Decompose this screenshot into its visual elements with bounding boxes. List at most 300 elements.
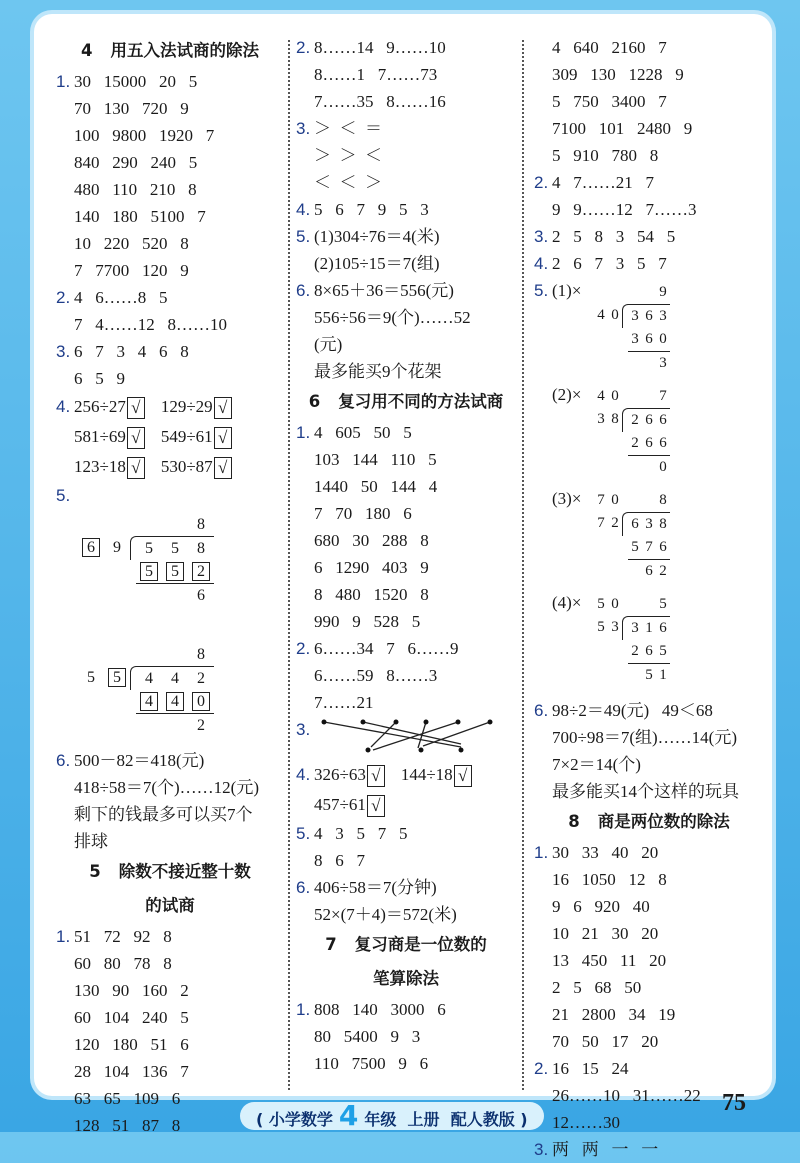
remainder-digit: 0	[659, 459, 667, 475]
answer-line	[534, 778, 764, 805]
answer-text: 406÷58＝7(分钟)	[314, 878, 437, 897]
estimate	[608, 385, 622, 408]
dividend	[188, 536, 214, 560]
divisor	[594, 616, 608, 639]
answer-text: 2 5 68 50	[552, 978, 642, 997]
answer-text: ＞ ＜ ＝	[314, 119, 382, 138]
answer-column-3	[534, 34, 764, 1163]
answer-text: 8……1 7……73	[314, 65, 438, 84]
estimate	[608, 489, 622, 512]
dividend-digit: 6	[631, 516, 639, 532]
dividend-digit: 8	[659, 516, 667, 532]
dividend	[642, 408, 656, 432]
product-digit: 2	[631, 643, 639, 659]
divisor-digit: 8	[611, 411, 619, 427]
answer-text: 排球	[74, 832, 108, 851]
expression: 549÷61	[160, 427, 213, 446]
remainder-digit: 6	[645, 563, 653, 579]
product-digit: 5	[659, 643, 667, 659]
matching-dot	[424, 720, 429, 725]
remainder	[642, 560, 656, 583]
section-heading	[534, 805, 764, 839]
remainder	[656, 352, 670, 375]
dividend	[136, 666, 162, 690]
estimate	[78, 643, 104, 666]
answer-text: 60 80 78 8	[74, 954, 172, 973]
dividend	[656, 408, 670, 432]
section-title: 笔算除法	[373, 969, 439, 988]
division-grid	[78, 643, 214, 737]
matching-lines-figure	[318, 716, 498, 756]
answer-text: 4 605 50 5	[314, 423, 412, 442]
remainder	[136, 584, 162, 607]
section-title: 用五入法试商的除法	[110, 41, 259, 60]
divisor	[104, 666, 130, 689]
answer-text: 80 5400 9 3	[314, 1027, 421, 1046]
answer-line	[296, 635, 516, 662]
answer-text: 6……59 8……3	[314, 666, 438, 685]
answer-line	[534, 893, 764, 920]
division-grid	[78, 513, 214, 607]
long-division	[534, 385, 764, 479]
remainder-digit: 1	[659, 667, 667, 683]
quotient-digit: 9	[659, 284, 667, 300]
answer-text: 5 910 780 8	[552, 146, 659, 165]
quotient-digit: 7	[659, 388, 667, 404]
answer-text: 13 450 11 20	[552, 951, 667, 970]
division-label	[534, 281, 594, 375]
remainder	[642, 456, 656, 479]
answer-text: 8×65＋36＝556(元)	[314, 281, 454, 300]
answer-line	[56, 338, 284, 365]
long-division	[56, 513, 284, 607]
section-heading	[296, 962, 516, 996]
divisor-digit: 0	[611, 307, 619, 323]
answer-text: 4 3 5 7 5	[314, 824, 408, 843]
answer-line	[56, 828, 284, 855]
quotient	[656, 385, 670, 408]
answer-text: 418÷58＝7(个)……12(元)	[74, 778, 259, 797]
question-number: 3.	[296, 119, 311, 138]
answer-line	[296, 820, 516, 847]
division-label	[534, 489, 594, 583]
quotient-digit: 8	[659, 492, 667, 508]
answer-line	[534, 751, 764, 778]
division-grid	[594, 489, 670, 583]
answer-line	[56, 311, 284, 338]
remainder-digit: 3	[659, 355, 667, 371]
dividend	[628, 616, 642, 640]
remainder-digit: 6	[197, 587, 205, 604]
quotient	[628, 385, 642, 408]
answer-line	[296, 331, 516, 358]
estimate-digit: 7	[597, 492, 605, 508]
dividend	[642, 304, 656, 328]
quotient-digit: 8	[197, 646, 205, 663]
question-number: 3.	[296, 720, 311, 739]
answer-line	[296, 608, 516, 635]
answer-line	[296, 473, 516, 500]
product	[628, 640, 642, 664]
divisor	[104, 536, 130, 559]
answer-text: (1)304÷76＝4(米)	[314, 227, 440, 246]
question-number: 5.	[296, 824, 311, 843]
dividend	[656, 304, 670, 328]
answer-line	[56, 122, 284, 149]
answer-text: 4 7……21 7	[552, 173, 654, 192]
page-number: 75	[722, 1090, 746, 1116]
answer-line	[296, 1050, 516, 1077]
estimate-digit: 5	[597, 596, 605, 612]
quotient	[162, 643, 188, 666]
remainder	[628, 560, 642, 583]
dividend	[162, 666, 188, 690]
matching-answer	[296, 716, 516, 760]
division-mark: (4)×	[552, 593, 582, 612]
question-number: 6.	[296, 281, 311, 300]
answer-text: 808 140 3000 6	[314, 1000, 446, 1019]
product-digit: 4	[166, 692, 184, 711]
divisor	[78, 536, 104, 559]
question-number: 2.	[534, 1059, 549, 1078]
divisor	[594, 408, 608, 431]
section-heading	[296, 385, 516, 419]
answer-line	[296, 446, 516, 473]
answer-text: 最多能买14个这样的玩具	[552, 782, 739, 801]
question-number: 6.	[296, 878, 311, 897]
answer-text: 60 104 240 5	[74, 1008, 189, 1027]
answer-line	[56, 950, 284, 977]
answer-text: 28 104 136 7	[74, 1062, 189, 1081]
answer-text: 26……10 31……22	[552, 1086, 701, 1105]
answer-line	[296, 142, 516, 169]
divisor	[608, 408, 622, 431]
estimate	[104, 643, 130, 666]
product-digit: 6	[645, 643, 653, 659]
answer-line	[56, 149, 284, 176]
product-digit: 6	[645, 331, 653, 347]
answer-text: 9 6 920 40	[552, 897, 650, 916]
quotient	[642, 385, 656, 408]
answer-text: 680 30 288 8	[314, 531, 429, 550]
answer-line	[296, 250, 516, 277]
answer-column-2	[296, 34, 516, 1077]
section-title: 复习商是一位数的	[354, 935, 487, 954]
expression: 530÷87	[160, 457, 213, 476]
product	[136, 690, 162, 714]
quotient	[188, 643, 214, 666]
product	[642, 536, 656, 560]
answer-column-1	[56, 34, 284, 1139]
answer-line	[56, 1058, 284, 1085]
answer-text: 130 90 160 2	[74, 981, 189, 1000]
answer-line	[534, 839, 764, 866]
checkmark-box: √	[214, 397, 232, 419]
division-mark: (3)×	[552, 489, 582, 508]
divisor-digit: 9	[113, 539, 121, 556]
answer-line	[296, 874, 516, 901]
footer-grade-number: 4	[338, 1099, 359, 1132]
quotient	[628, 489, 642, 512]
answer-text: 128 51 87 8	[74, 1116, 181, 1135]
product	[656, 536, 670, 560]
quotient-digit: 5	[659, 596, 667, 612]
quotient	[642, 593, 656, 616]
answer-text: 8……14 9……10	[314, 38, 446, 57]
answer-text: 9 9……12 7……3	[552, 200, 697, 219]
question-number: 4.	[296, 765, 311, 784]
remainder	[628, 664, 642, 687]
product	[656, 328, 670, 352]
matching-dot	[361, 720, 366, 725]
long-division	[56, 643, 284, 737]
answer-text: 6 5 9	[74, 369, 125, 388]
estimate	[78, 513, 104, 536]
answer-line	[534, 1001, 764, 1028]
question-number: 2.	[56, 288, 71, 307]
question-number: 6.	[56, 751, 71, 770]
answer-text: 51 72 92 8	[74, 927, 172, 946]
division-label	[534, 385, 594, 479]
section-heading	[56, 34, 284, 68]
answer-text: ＜ ＜ ＞	[314, 173, 382, 192]
answer-text: 500－82＝418(元)	[74, 751, 205, 770]
answer-text: 30 15000 20 5	[74, 72, 198, 91]
footer-grade: 年级	[364, 1110, 397, 1129]
checkmark-box: √	[127, 397, 145, 419]
answer-line	[296, 88, 516, 115]
answer-line	[56, 257, 284, 284]
quotient	[628, 281, 642, 304]
divisor-digit: 3	[597, 411, 605, 427]
dividend-digit: 3	[659, 308, 667, 324]
checkmark-box: √	[367, 795, 385, 817]
footer-edition: 配人教版	[450, 1110, 515, 1129]
answer-line	[534, 947, 764, 974]
answer-text: 7×2＝14(个)	[552, 755, 641, 774]
dividend	[628, 512, 642, 536]
matching-line	[373, 722, 458, 750]
dividend-digit: 3	[631, 308, 639, 324]
product	[162, 690, 188, 714]
divisor	[608, 304, 622, 327]
dividend-digit: 6	[659, 620, 667, 636]
long-division	[534, 489, 764, 583]
checkmark-box: √	[454, 765, 472, 787]
division-grid	[594, 385, 670, 479]
divisor-digit: 3	[611, 619, 619, 635]
section-title: 复习用不同的方法试商	[338, 392, 504, 411]
matching-dot	[394, 720, 399, 725]
product-digit: 2	[631, 435, 639, 451]
section-heading	[296, 928, 516, 962]
answer-text: 6……34 7 6……9	[314, 639, 459, 658]
dividend	[656, 512, 670, 536]
checkmark-box: √	[367, 765, 385, 787]
division-label	[534, 593, 594, 687]
answer-line	[534, 1055, 764, 1082]
answer-text: 7100 101 2480 9	[552, 119, 693, 138]
matching-dot	[419, 748, 424, 753]
answer-line	[296, 500, 516, 527]
remainder	[656, 456, 670, 479]
dividend-digit: 1	[645, 620, 653, 636]
section-number: 6	[308, 392, 321, 411]
answer-line	[296, 689, 516, 716]
divisor-digit: 7	[597, 515, 605, 531]
product	[642, 640, 656, 664]
expression: 457÷61	[314, 795, 366, 814]
answer-line	[56, 203, 284, 230]
answer-line	[296, 277, 516, 304]
answer-text: 7……35 8……16	[314, 92, 446, 111]
spacer	[56, 617, 284, 639]
product	[642, 328, 656, 352]
product-digit: 3	[631, 331, 639, 347]
answer-text: 21 2800 34 19	[552, 1005, 676, 1024]
divisor	[608, 512, 622, 535]
answer-text: 2 6 7 3 5 7	[552, 254, 667, 273]
dividend	[628, 304, 642, 328]
answer-text: 最多能买9个花架	[314, 362, 442, 381]
product-digit: 7	[645, 539, 653, 555]
answer-text: 4 6……8 5	[74, 288, 168, 307]
answer-text: 10 21 30 20	[552, 924, 659, 943]
remainder	[628, 456, 642, 479]
answer-line	[296, 115, 516, 142]
division-label	[56, 643, 78, 737]
answer-line	[56, 230, 284, 257]
estimate	[608, 593, 622, 616]
remainder-digit: 2	[659, 563, 667, 579]
dividend-digit: 5	[171, 540, 179, 557]
dividend-digit: 4	[145, 670, 153, 687]
quotient	[162, 513, 188, 536]
answer-text: 7 70 180 6	[314, 504, 412, 523]
dividend	[642, 512, 656, 536]
quotient	[656, 593, 670, 616]
answer-line	[534, 115, 764, 142]
estimate	[594, 385, 608, 408]
answer-line	[534, 34, 764, 61]
answer-text: 103 144 110 5	[314, 450, 437, 469]
question-number: 5.	[296, 227, 311, 246]
question-number: 1.	[296, 1000, 311, 1019]
dividend-digit: 3	[631, 620, 639, 636]
divisor-digit: 5	[87, 669, 95, 686]
answer-line	[56, 923, 284, 950]
answer-line	[296, 223, 516, 250]
product-digit: 2	[192, 562, 210, 581]
answer-line	[296, 304, 516, 331]
division-mark: (2)×	[552, 385, 582, 404]
answer-line	[56, 95, 284, 122]
section-number: 8	[568, 812, 580, 831]
answer-text: ＞ ＞ ＜	[314, 146, 382, 165]
question-number: 5.	[56, 486, 71, 505]
remainder	[628, 352, 642, 375]
section-title: 商是两位数的除法	[597, 812, 730, 831]
answer-line	[56, 68, 284, 95]
answer-line	[56, 176, 284, 203]
dividend-digit: 2	[197, 670, 205, 687]
remainder	[642, 664, 656, 687]
question-number: 2.	[296, 639, 311, 658]
answer-text: 5 6 7 9 5 3	[314, 200, 429, 219]
estimate-digit: 4	[597, 388, 605, 404]
remainder-digit: 5	[645, 667, 653, 683]
quotient-digit: 8	[197, 516, 205, 533]
answer-line	[534, 1028, 764, 1055]
answer-text: 52×(7＋4)＝572(米)	[314, 905, 457, 924]
product-digit: 6	[659, 435, 667, 451]
section-number: 4	[81, 41, 93, 60]
divisor-digit: 5	[597, 619, 605, 635]
divisor	[78, 666, 104, 689]
answer-text: 12……30	[552, 1113, 620, 1132]
answer-text: 8 6 7	[314, 851, 365, 870]
answer-line	[296, 662, 516, 689]
remainder	[656, 664, 670, 687]
section-heading	[56, 855, 284, 889]
answer-line	[296, 901, 516, 928]
answer-text: 98÷2＝49(元) 49＜68	[552, 701, 713, 720]
section-title: 的试商	[145, 896, 195, 915]
check-answer-line	[56, 422, 284, 452]
matching-dot	[322, 720, 327, 725]
book-footer-banner: ( 小学数学 4 年级 上册 配人教版 )	[240, 1102, 544, 1130]
answer-text: 5 750 3400 7	[552, 92, 667, 111]
divisor-digit: 2	[611, 515, 619, 531]
remainder	[188, 714, 214, 737]
answer-text: 1440 50 144 4	[314, 477, 438, 496]
answer-text: 700÷98＝7(组)……14(元)	[552, 728, 737, 747]
product-digit: 6	[645, 435, 653, 451]
section-number: 5	[89, 862, 101, 881]
answer-line	[296, 419, 516, 446]
remainder-digit: 2	[197, 717, 205, 734]
answer-line	[296, 169, 516, 196]
expression: 256÷27	[74, 397, 126, 416]
dividend-digit: 6	[659, 412, 667, 428]
estimate	[104, 513, 130, 536]
quotient	[136, 643, 162, 666]
matching-dot	[366, 748, 371, 753]
answer-text: 7……21	[314, 693, 374, 712]
product-digit: 6	[659, 539, 667, 555]
product	[628, 536, 642, 560]
answer-text: 63 65 109 6	[74, 1089, 181, 1108]
dividend-digit: 4	[171, 670, 179, 687]
question-number: 2.	[534, 173, 549, 192]
answer-line	[56, 747, 284, 774]
remainder	[188, 584, 214, 607]
quotient	[136, 513, 162, 536]
question-number: 1.	[534, 843, 549, 862]
dividend-digit: 6	[645, 412, 653, 428]
division-grid	[594, 593, 670, 687]
divisor	[594, 304, 608, 327]
answer-line	[296, 996, 516, 1023]
section-number: 7	[325, 935, 337, 954]
question-number: 1.	[56, 927, 71, 946]
answer-text: 6 7 3 4 6 8	[74, 342, 189, 361]
product	[136, 560, 162, 584]
dividend	[188, 666, 214, 690]
estimate-digit: 0	[611, 492, 619, 508]
product	[628, 328, 642, 352]
answer-text: 309 130 1228 9	[552, 65, 684, 84]
